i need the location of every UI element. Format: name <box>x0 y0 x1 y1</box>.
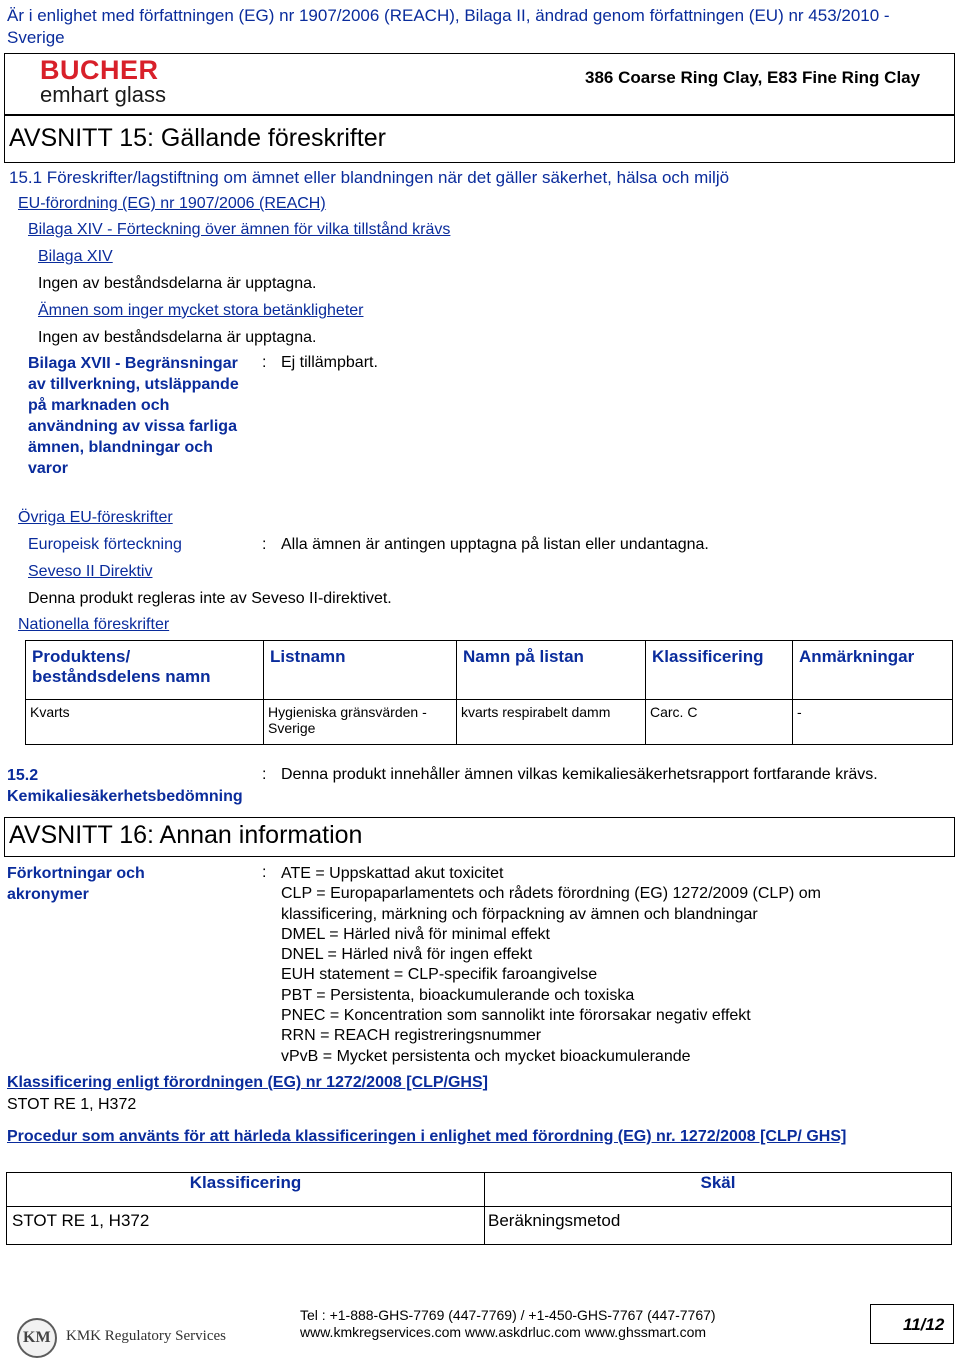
page-number: 11/12 <box>903 1315 945 1334</box>
table-cell: Hygieniska gränsvärden - Sverige <box>264 700 457 745</box>
table-cell: - <box>793 700 953 745</box>
table-header-cell: Namn på listan <box>457 641 646 700</box>
abbreviation-item: EUH statement = CLP-specifik faroangivelse <box>281 966 598 984</box>
brand-logo-subtitle: emhart glass <box>40 82 166 107</box>
footer-contact <box>300 1307 716 1341</box>
eu-regulation-link: EU-förordning (EG) nr 1907/2006 (REACH) <box>18 195 326 212</box>
seveso-heading: Seveso II Direktiv <box>28 563 153 580</box>
abbreviation-item: RRN = REACH registreringsnummer <box>281 1027 542 1045</box>
section-15-1-heading: 15.1 Föreskrifter/lagstiftning om ämnet eller blandningen när det gäller säkerhet, hälsa och miljö <box>9 168 730 187</box>
table-row <box>26 700 953 745</box>
svhc-heading: Ämnen som inger mycket stora betänkligheter <box>38 302 364 319</box>
annex-17-colon: : <box>262 354 267 371</box>
abbreviation-item: ATE = Uppskattad akut toxicitet <box>281 865 504 882</box>
abbreviation-item: klassificering, märkning och förpackning av ämnen och blandningar <box>281 905 758 923</box>
kmk-logo-text: KMK Regulatory Services <box>66 1328 226 1344</box>
annex-14-heading: Bilaga XIV - Förteckning över ämnen för vilka tillstånd krävs <box>28 221 451 238</box>
national-regulations-table <box>25 640 953 745</box>
section-15-2-label: 15.2 Kemikaliesäkerhetsbedömning <box>7 767 243 805</box>
table-header-cell: Klassificering <box>7 1173 485 1207</box>
clp-classification-heading: Klassificering enligt förordningen (EG) nr 1272/2008 [CLP/GHS] <box>7 1074 488 1091</box>
abbreviation-item: DNEL = Härled nivå för ingen effekt <box>281 946 533 964</box>
eu-inventory-label: Europeisk förteckning <box>28 536 182 553</box>
document-title: Är i enlighet med författningen (EG) nr 1907/2006 (REACH), Bilaga II, ändrad genom författningen (EU) nr 453/2010 - Sverige <box>7 6 890 47</box>
table-row <box>7 1207 952 1245</box>
eu-inventory-colon: : <box>262 536 267 553</box>
abbreviation-item: PBT = Persistenta, bioackumulerande och toxiska <box>281 986 635 1004</box>
eu-inventory-value: Alla ämnen är antingen upptagna på listan eller undantagna. <box>281 536 709 553</box>
annex-17-value: Ej tillämpbart. <box>281 354 378 371</box>
table-header-cell: Klassificering <box>646 641 793 700</box>
svhc-value: Ingen av beståndsdelarna är upptagna. <box>38 329 317 346</box>
seveso-value: Denna produkt regleras inte av Seveso II-direktivet. <box>28 590 392 607</box>
abbreviations-label: Förkortningar och akronymer <box>7 865 145 903</box>
annex-17-label: Bilaga XVII - Begränsningar av tillverkning, utsläppande på marknaden och användning av vissa farliga ämnen, blandningar och varor <box>28 355 239 477</box>
section-15-title: AVSNITT 15: Gällande föreskrifter <box>9 124 387 152</box>
product-name: 386 Coarse Ring Clay, E83 Fine Ring Clay <box>585 68 921 87</box>
annex-14-subheading: Bilaga XIV <box>38 248 113 265</box>
abbreviation-item: DMEL = Härled nivå för minimal effekt <box>281 925 550 943</box>
kmk-logo-mark: KM <box>23 1329 51 1346</box>
abbreviations-list <box>281 864 821 1067</box>
footer-websites: www.kmkregservices.com www.askdrluc.com www.ghssmart.com <box>300 1324 707 1340</box>
section-16-title: AVSNITT 16: Annan information <box>9 821 363 849</box>
table-header-cell: Anmärkningar <box>793 641 953 700</box>
abbreviation-item: CLP = Europaparlamentets och rådets förordning (EG) 1272/2009 (CLP) om <box>281 885 821 903</box>
table-cell: Kvarts <box>26 700 264 745</box>
table-cell: Carc. C <box>646 700 793 745</box>
procedure-heading: Procedur som använts för att härleda klassificeringen i enlighet med förordning (EG) nr. 1272/2008 [CLP/ GHS] <box>7 1128 847 1145</box>
section-15-2-value: Denna produkt innehåller ämnen vilkas kemikaliesäkerhetsrapport fortfarande krävs. <box>281 766 878 783</box>
table-cell: kvarts respirabelt damm <box>457 700 646 745</box>
annex-14-value: Ingen av beståndsdelarna är upptagna. <box>38 275 317 292</box>
other-eu-heading: Övriga EU-föreskrifter <box>18 509 173 526</box>
kmk-logo-icon <box>17 1318 57 1358</box>
table-header-cell: Produktens/ beståndsdelens namn <box>26 641 264 700</box>
classification-procedure-table <box>6 1172 952 1245</box>
table-header-cell: Skäl <box>485 1173 952 1207</box>
section-15-2-colon: : <box>262 766 267 783</box>
table-cell: Beräkningsmetod <box>485 1207 952 1245</box>
abbreviation-item: PNEC = Koncentration som sannolikt inte förorsakar negativ effekt <box>281 1007 751 1025</box>
table-header-row <box>7 1173 952 1207</box>
table-header-cell: Listnamn <box>264 641 457 700</box>
clp-classification-value: STOT RE 1, H372 <box>7 1096 137 1113</box>
footer-phone: Tel : +1-888-GHS-7769 (447-7769) / +1-450-GHS-7767 (447-7767) <box>300 1307 716 1323</box>
national-regulations-heading: Nationella föreskrifter <box>18 616 170 633</box>
brand-logo: BUCHER <box>40 55 159 85</box>
table-cell: STOT RE 1, H372 <box>7 1207 485 1245</box>
abbreviations-colon: : <box>262 864 267 881</box>
table-header-row <box>26 641 953 700</box>
abbreviation-item: vPvB = Mycket persistenta och mycket bioackumulerande <box>281 1047 691 1065</box>
